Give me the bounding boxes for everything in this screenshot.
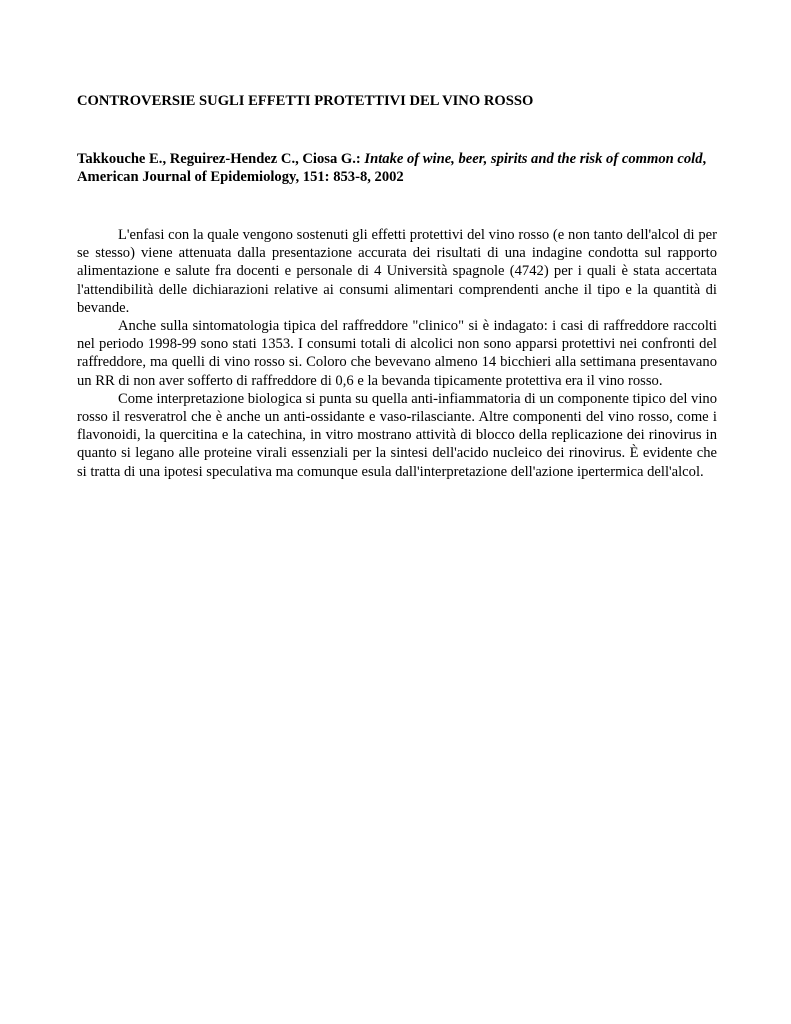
paragraph: Anche sulla sintomatologia tipica del raffreddore "clinico" si è indagato: i casi di raffreddore raccolti nel periodo 1998-99 sono stati 1353. I consumi totali di alcolici non sono apparsi protettivi nei confronti del raffreddore, ma quelli di vino rosso si. Coloro che bevevano almeno 14 bicchieri alla settimana presentavano un RR di non aver sofferto di raffreddore di 0,6 e la bevanda tipicamente protettiva era il vino rosso. xyxy=(77,318,717,389)
citation-journal: , American Journal of Epidemiology, 151: 853-8, 2002 xyxy=(77,151,707,185)
document-title: CONTROVERSIE SUGLI EFFETTI PROTETTIVI DEL VINO ROSSO xyxy=(77,93,534,109)
paragraph: Come interpretazione biologica si punta su quella anti-infiammatoria di un componente tipico del vino rosso il resveratrol che è anche un anti-ossidante e vaso-rilasciante. Altre componenti del vino rosso, come i flavonoidi, la quercitina e la catechina, in vitro mostrano attività di blocco della replicazione dei rinovirus in quanto si legano alle proteine virali essenziali per la sintesi dell'acido nucleico dei rinovirus. È evidente che si tratta di una ipotesi speculativa ma comunque esula dall'interpretazione dell'azione ipertermica dell'alcol. xyxy=(77,390,717,480)
paragraph: L'enfasi con la quale vengono sostenuti gli effetti protettivi del vino rosso (e non tanto dell'alcol di per se stesso) viene attenuata dalla presentazione accurata dei risultati di una indagine condotta sul rapporto alimentazione e salute fra docenti e personale di 4 Università spagnole (4742) per i quali è stata accertata l'attendibilità delle dichiarazioni relative ai consumi alimentari comprendenti anche il tipo e la quantità di bevande. xyxy=(77,227,717,316)
document-page xyxy=(77,92,717,481)
citation-article-title: Intake of wine, beer, spirits and the risk of common cold xyxy=(364,151,703,167)
citation-authors: Takkouche E., Reguirez-Hendez C., Ciosa G.: xyxy=(77,151,365,167)
citation xyxy=(77,150,717,186)
body-text xyxy=(77,226,717,481)
